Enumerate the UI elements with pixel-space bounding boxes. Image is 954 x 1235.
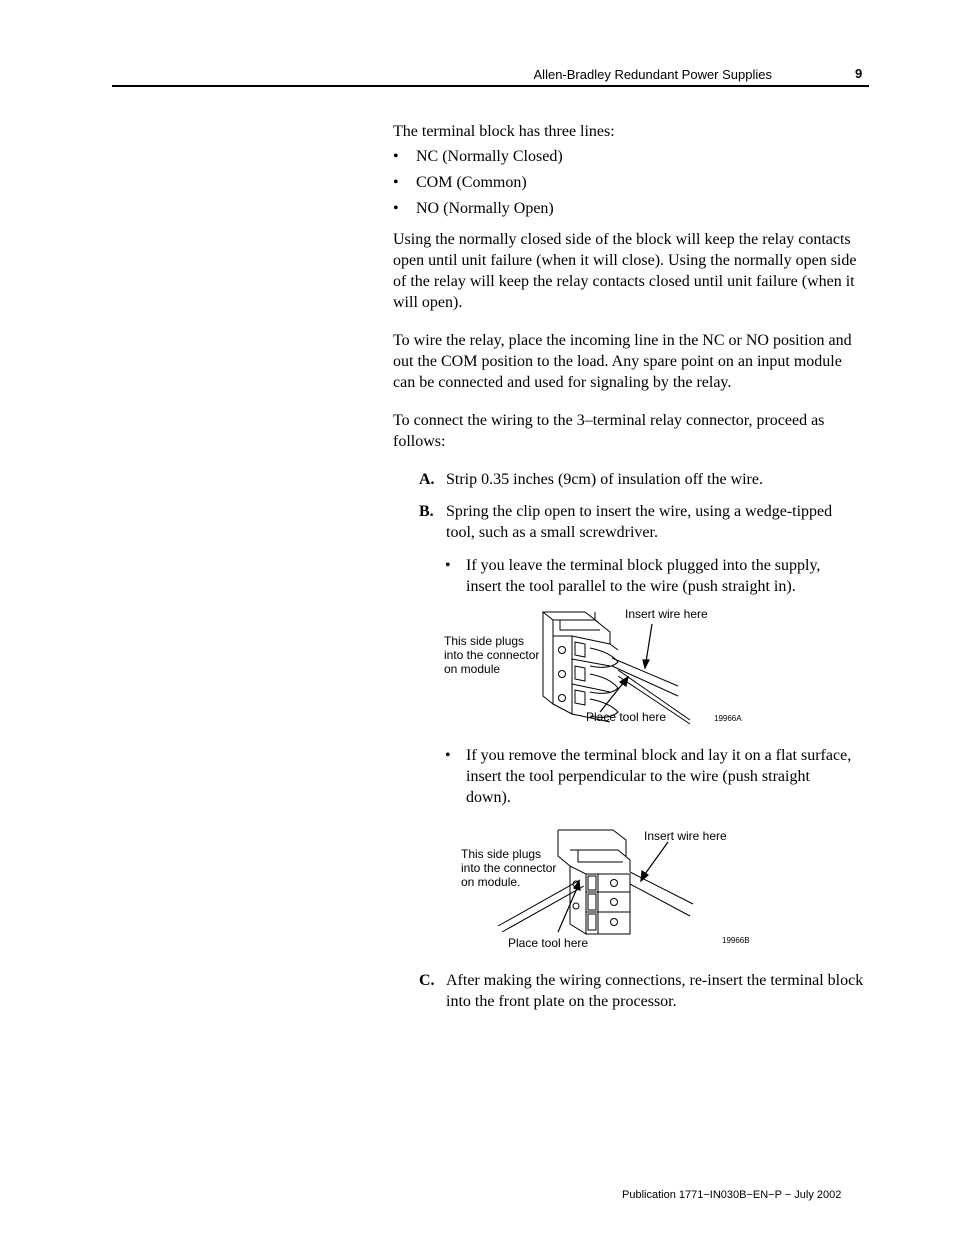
list-item xyxy=(393,198,563,224)
bullet-icon: • xyxy=(393,200,399,217)
list-item-text: NC (Normally Closed) xyxy=(416,148,563,165)
list-item-text: COM (Common) xyxy=(416,174,527,191)
figure-a-code: 19966A xyxy=(714,714,742,723)
page-number: 9 xyxy=(855,66,863,81)
label-line: This side plugs xyxy=(444,634,525,648)
figure-b-side-label xyxy=(461,847,556,889)
figure-terminal-block-plugged xyxy=(440,604,760,729)
figure-terminal-block-flat xyxy=(458,826,758,954)
sub-bullet-text: If you leave the terminal block plugged into the supply, insert the tool parallel to the wire (push straight in). xyxy=(466,557,821,595)
bullet-icon: • xyxy=(445,747,451,764)
paragraph-wire-relay: To wire the relay, place the incoming line in the NC or NO position and out the COM position to the load. Any spare point on an input module can be connected and used for signaling by the relay. xyxy=(393,332,852,391)
figure-a-tool-label: Place tool here xyxy=(586,710,667,724)
sub-bullet-plugged-in xyxy=(445,555,855,597)
figure-a-wire-label: Insert wire here xyxy=(625,607,708,621)
step-letter: B. xyxy=(419,503,434,520)
running-header-title: Allen-Bradley Redundant Power Supplies xyxy=(533,67,772,82)
label-line: into the connector xyxy=(444,648,540,662)
figure-a-side-label xyxy=(444,634,539,676)
bullet-icon: • xyxy=(393,148,399,165)
figure-b-code: 19966B xyxy=(722,936,750,945)
label-line: on module. xyxy=(461,875,521,889)
figure-b-wire-label: Insert wire here xyxy=(644,829,727,843)
terminal-block-diagram-b xyxy=(458,826,758,954)
step-text: Strip 0.35 inches (9cm) of insulation off the wire. xyxy=(446,471,763,488)
list-item xyxy=(393,172,563,198)
label-line: This side plugs xyxy=(461,847,542,861)
publication-footer: Publication 1771−IN030B−EN−P − July 2002 xyxy=(622,1189,842,1201)
list-item-text: NO (Normally Open) xyxy=(416,200,554,217)
sub-bullet-text: If you remove the terminal block and lay it on a flat surface, insert the tool perpendicular to the wire (push straight down). xyxy=(466,747,852,806)
bullet-icon: • xyxy=(393,174,399,191)
figure-b-tool-label: Place tool here xyxy=(508,936,589,950)
bullet-icon: • xyxy=(445,557,451,574)
intro-paragraph: The terminal block has three lines: xyxy=(393,123,615,140)
sub-bullet-removed xyxy=(445,745,855,808)
step-b xyxy=(419,501,864,543)
header-rule xyxy=(112,85,869,87)
paragraph-normally-closed: Using the normally closed side of the block will keep the relay contacts open until unit failure (when it will close). Using the normally open side of the relay will keep the relay contacts closed until unit failure (when it will open). xyxy=(393,231,857,311)
label-line: into the connector xyxy=(461,861,557,875)
step-letter: A. xyxy=(419,471,435,488)
step-text: After making the wiring connections, re-insert the terminal block into the front plate on the processor. xyxy=(446,972,864,1010)
paragraph-connect-wiring: To connect the wiring to the 3–terminal relay connector, proceed as follows: xyxy=(393,412,825,450)
step-text: Spring the clip open to insert the wire, using a wedge-tipped tool, such as a small screwdriver. xyxy=(446,503,833,541)
terminal-lines-list xyxy=(393,146,563,224)
list-item xyxy=(393,146,563,172)
step-a xyxy=(419,469,864,490)
label-line: on module xyxy=(444,662,501,676)
step-c xyxy=(419,970,864,1012)
step-letter: C. xyxy=(419,972,435,989)
